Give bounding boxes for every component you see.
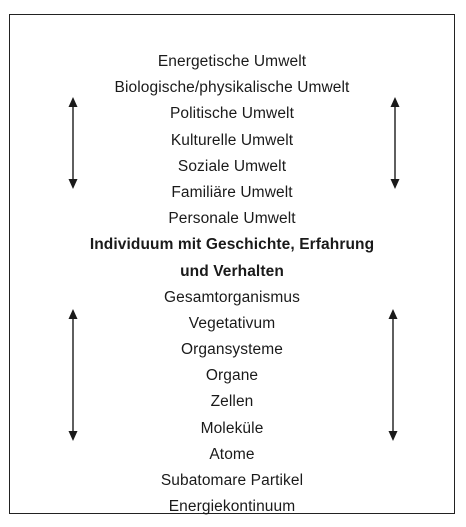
hierarchy-level: Soziale Umwelt — [177, 157, 287, 175]
hierarchy-level: Atome — [209, 445, 255, 463]
hierarchy-level: Familiäre Umwelt — [171, 183, 293, 201]
hierarchy-level: Individuum mit Geschichte, Erfahrung — [89, 236, 375, 254]
hierarchy-level: Vegetativum — [188, 314, 276, 332]
hierarchy-level: Kulturelle Umwelt — [170, 131, 294, 149]
hierarchy-level: Organe — [205, 367, 259, 385]
hierarchy-level: Personale Umwelt — [168, 210, 296, 228]
diagram-frame — [9, 14, 455, 514]
hierarchy-level: Zellen — [210, 393, 254, 411]
hierarchy-level: Energetische Umwelt — [157, 53, 307, 70]
lower-right-double-arrow-icon — [386, 309, 400, 441]
hierarchy-level: Energiekontinuum — [168, 498, 296, 516]
hierarchy-level: und Verhalten — [180, 262, 284, 280]
upper-right-double-arrow-icon — [388, 97, 402, 189]
hierarchy-level: Gesamtorganismus — [164, 288, 300, 306]
hierarchy-level: Moleküle — [200, 419, 264, 437]
hierarchy-level: Biologische/physikalische Umwelt — [114, 79, 350, 97]
hierarchy-level: Politische Umwelt — [169, 105, 294, 123]
upper-left-double-arrow-icon — [66, 97, 80, 189]
hierarchy-level: Organsysteme — [181, 341, 283, 359]
lower-left-double-arrow-icon — [66, 309, 80, 441]
hierarchy-level: Subatomare Partikel — [160, 472, 304, 489]
